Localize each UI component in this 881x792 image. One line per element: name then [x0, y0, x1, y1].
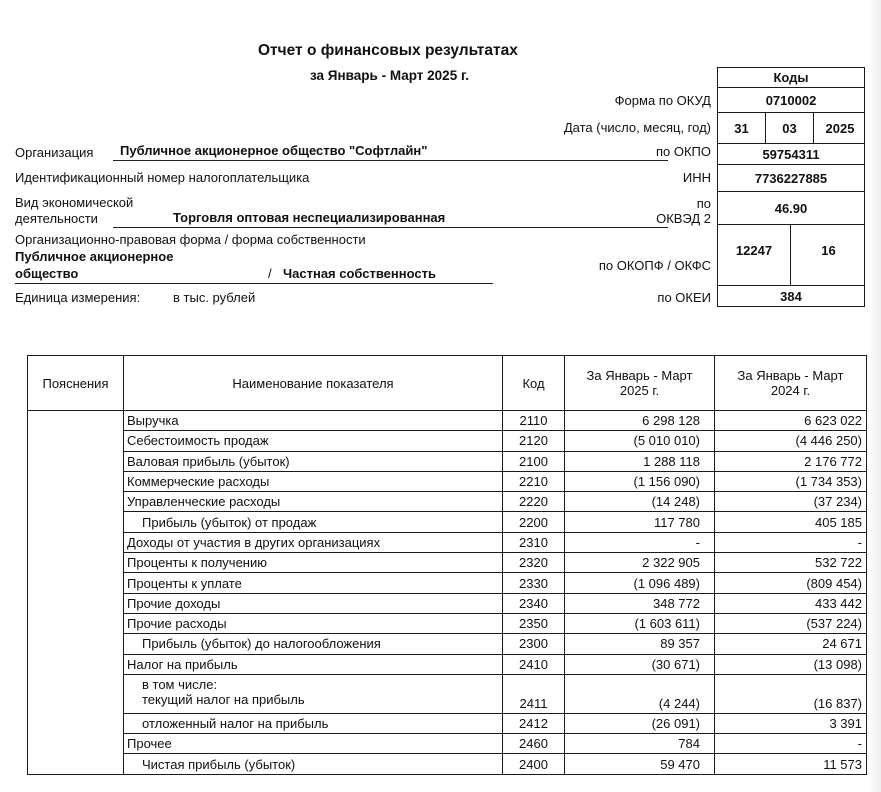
row-name	[124, 674, 503, 713]
codes-box	[717, 67, 865, 307]
header-previous-line-2: 2024 г.	[770, 383, 811, 398]
explanation-cell	[28, 512, 124, 532]
unit-label: Единица измерения:	[15, 290, 141, 305]
row-name: Чистая прибыль (убыток)	[124, 754, 503, 774]
date-month: 03	[765, 113, 813, 143]
row-code: 2320	[503, 553, 565, 573]
okud-row	[718, 88, 864, 113]
okved-row	[718, 192, 864, 225]
table-row	[28, 553, 867, 573]
row-name: Прибыль (убыток) до налогообложения	[124, 634, 503, 654]
page-edge-shadow	[868, 0, 881, 792]
unit-value: в тыс. рублей	[173, 290, 256, 305]
row-name: отложенный налог на прибыль	[124, 713, 503, 733]
row-name: Коммерческие расходы	[124, 471, 503, 491]
row-code: 2400	[503, 754, 565, 774]
header-current-period	[565, 356, 715, 411]
row-name-main: текущий налог на прибыль	[142, 691, 305, 707]
form-value-1: Публичное акционерное	[15, 249, 174, 264]
row-current-value: -	[565, 532, 715, 552]
okved-label-1: по	[696, 196, 711, 211]
date-day: 31	[734, 120, 749, 136]
row-code: 2330	[503, 573, 565, 593]
inn-label: Идентификационный номер налогоплательщика	[15, 170, 310, 185]
explanation-cell	[28, 734, 124, 754]
row-current-value: (1 156 090)	[565, 471, 715, 491]
row-current-value: 59 470	[565, 754, 715, 774]
date-label: Дата (число, месяц, год)	[563, 120, 711, 135]
form-separator: /	[268, 266, 272, 281]
okopf-label: по ОКОПФ / ОКФС	[598, 258, 711, 273]
table-row	[28, 593, 867, 613]
row-previous-value: (16 837)	[715, 674, 867, 713]
row-code: 2350	[503, 613, 565, 633]
report-title: Отчет о финансовых результатах	[258, 42, 518, 59]
activity-label-1: Вид экономической	[15, 195, 134, 210]
row-name: Валовая прибыль (убыток)	[124, 451, 503, 471]
row-name: Себестоимость продаж	[124, 431, 503, 451]
row-previous-value: (537 224)	[715, 613, 867, 633]
ownership-value: Частная собственность	[283, 266, 436, 281]
row-code: 2310	[503, 532, 565, 552]
row-current-value: (4 244)	[565, 674, 715, 713]
table-row	[28, 613, 867, 633]
explanation-cell	[28, 713, 124, 733]
row-previous-value: 3 391	[715, 713, 867, 733]
explanation-cell	[28, 492, 124, 512]
row-code: 2412	[503, 713, 565, 733]
row-current-value: (30 671)	[565, 654, 715, 674]
row-current-value: 784	[565, 734, 715, 754]
activity-underline	[113, 227, 668, 228]
explanation-cell	[28, 754, 124, 774]
okei-row	[718, 286, 864, 306]
explanation-cell	[28, 593, 124, 613]
table-row	[28, 573, 867, 593]
okopf-row	[718, 225, 864, 286]
date-year: 2025	[813, 113, 866, 143]
form-underline	[15, 283, 493, 284]
okei-value: 384	[780, 288, 802, 304]
table-row	[28, 431, 867, 451]
row-current-value: 1 288 118	[565, 451, 715, 471]
table-row	[28, 492, 867, 512]
row-previous-value: 2 176 772	[715, 451, 867, 471]
row-previous-value: (809 454)	[715, 573, 867, 593]
org-label: Организация	[15, 145, 94, 160]
row-previous-value: 6 623 022	[715, 411, 867, 431]
row-name: Прочее	[124, 734, 503, 754]
activity-value: Торговля оптовая неспециализированная	[173, 210, 446, 225]
explanation-cell	[28, 634, 124, 654]
table-row	[28, 532, 867, 552]
table-row	[28, 451, 867, 471]
row-previous-value: 24 671	[715, 634, 867, 654]
row-name: Проценты к уплате	[124, 573, 503, 593]
row-code: 2300	[503, 634, 565, 654]
row-code: 2110	[503, 411, 565, 431]
row-previous-value: (37 234)	[715, 492, 867, 512]
row-code: 2120	[503, 431, 565, 451]
row-previous-value: (13 098)	[715, 654, 867, 674]
okopf-value: 12247	[735, 243, 773, 258]
row-current-value: 117 780	[565, 512, 715, 532]
row-previous-value: (4 446 250)	[715, 431, 867, 451]
header-name: Наименование показателя	[124, 356, 503, 411]
okud-label: Форма по ОКУД	[614, 93, 711, 108]
row-code: 2220	[503, 492, 565, 512]
activity-label-2: деятельности	[15, 211, 98, 226]
header-previous-line-1: За Январь - Март	[737, 368, 844, 383]
row-previous-value: -	[715, 734, 867, 754]
row-name: Налог на прибыль	[124, 654, 503, 674]
header-code: Код	[503, 356, 565, 411]
table-row	[28, 512, 867, 532]
row-current-value: (1 603 611)	[565, 613, 715, 633]
explanation-cell	[28, 553, 124, 573]
header-previous-period	[715, 356, 867, 411]
table-row	[28, 411, 867, 431]
table-header-row	[28, 356, 867, 411]
form-label: Организационно-правовая форма / форма собственности	[15, 232, 366, 247]
table-row	[28, 471, 867, 491]
row-previous-value: 405 185	[715, 512, 867, 532]
report-period: за Январь - Март 2025 г.	[310, 68, 469, 83]
row-code: 2200	[503, 512, 565, 532]
row-current-value: 348 772	[565, 593, 715, 613]
explanation-cell	[28, 654, 124, 674]
row-name-prefix: в том числе:	[142, 676, 218, 692]
table-row	[28, 754, 867, 774]
inn-code-label: ИНН	[682, 170, 711, 185]
row-current-value: 2 322 905	[565, 553, 715, 573]
table-row	[28, 634, 867, 654]
row-code: 2100	[503, 451, 565, 471]
header-explanations: Пояснения	[28, 356, 124, 411]
okpo-value: 59754311	[762, 146, 820, 162]
header-current-line-2: 2025 г.	[619, 383, 660, 398]
row-name: Прибыль (убыток) от продаж	[124, 512, 503, 532]
row-current-value: (5 010 010)	[565, 431, 715, 451]
financial-results-table	[27, 355, 867, 775]
row-code: 2340	[503, 593, 565, 613]
row-current-value: (14 248)	[565, 492, 715, 512]
row-code: 2210	[503, 471, 565, 491]
org-name: Публичное акционерное общество "Софтлайн"	[120, 143, 428, 158]
explanation-cell	[28, 451, 124, 471]
row-current-value: 6 298 128	[565, 411, 715, 431]
codes-header-row	[718, 68, 864, 88]
inn-value: 7736227885	[754, 170, 828, 186]
row-name: Доходы от участия в других организациях	[124, 532, 503, 552]
row-code: 2460	[503, 734, 565, 754]
explanation-cell	[28, 613, 124, 633]
header-current-line-1: За Январь - Март	[586, 368, 693, 383]
explanation-cell	[28, 674, 124, 713]
row-name: Проценты к получению	[124, 553, 503, 573]
okei-label: по ОКЕИ	[657, 290, 711, 305]
row-name: Управленческие расходы	[124, 492, 503, 512]
form-value-2: общество	[15, 266, 79, 281]
explanation-cell	[28, 411, 124, 431]
table-row	[28, 713, 867, 733]
row-current-value: 89 357	[565, 634, 715, 654]
inn-row	[718, 165, 864, 192]
explanation-cell	[28, 471, 124, 491]
table-row	[28, 734, 867, 754]
row-name: Прочие расходы	[124, 613, 503, 633]
explanation-cell	[28, 431, 124, 451]
codes-header: Коды	[773, 70, 809, 85]
row-name: Выручка	[124, 411, 503, 431]
row-previous-value: 11 573	[715, 754, 867, 774]
table-row	[28, 674, 867, 713]
okpo-row	[718, 144, 864, 165]
okud-value: 0710002	[765, 92, 817, 108]
row-code: 2411	[503, 674, 565, 713]
row-code: 2410	[503, 654, 565, 674]
explanation-cell	[28, 573, 124, 593]
okved-value: 46.90	[774, 200, 808, 216]
okfs-value: 16	[790, 225, 866, 285]
date-row	[718, 113, 864, 144]
row-current-value: (1 096 489)	[565, 573, 715, 593]
org-underline	[113, 160, 668, 161]
table-row	[28, 654, 867, 674]
row-current-value: (26 091)	[565, 713, 715, 733]
row-previous-value: 532 722	[715, 553, 867, 573]
explanation-cell	[28, 532, 124, 552]
row-previous-value: 433 442	[715, 593, 867, 613]
row-previous-value: -	[715, 532, 867, 552]
okpo-label: по ОКПО	[655, 144, 711, 159]
row-name: Прочие доходы	[124, 593, 503, 613]
row-previous-value: (1 734 353)	[715, 471, 867, 491]
okved-label-2: ОКВЭД 2	[656, 211, 711, 226]
